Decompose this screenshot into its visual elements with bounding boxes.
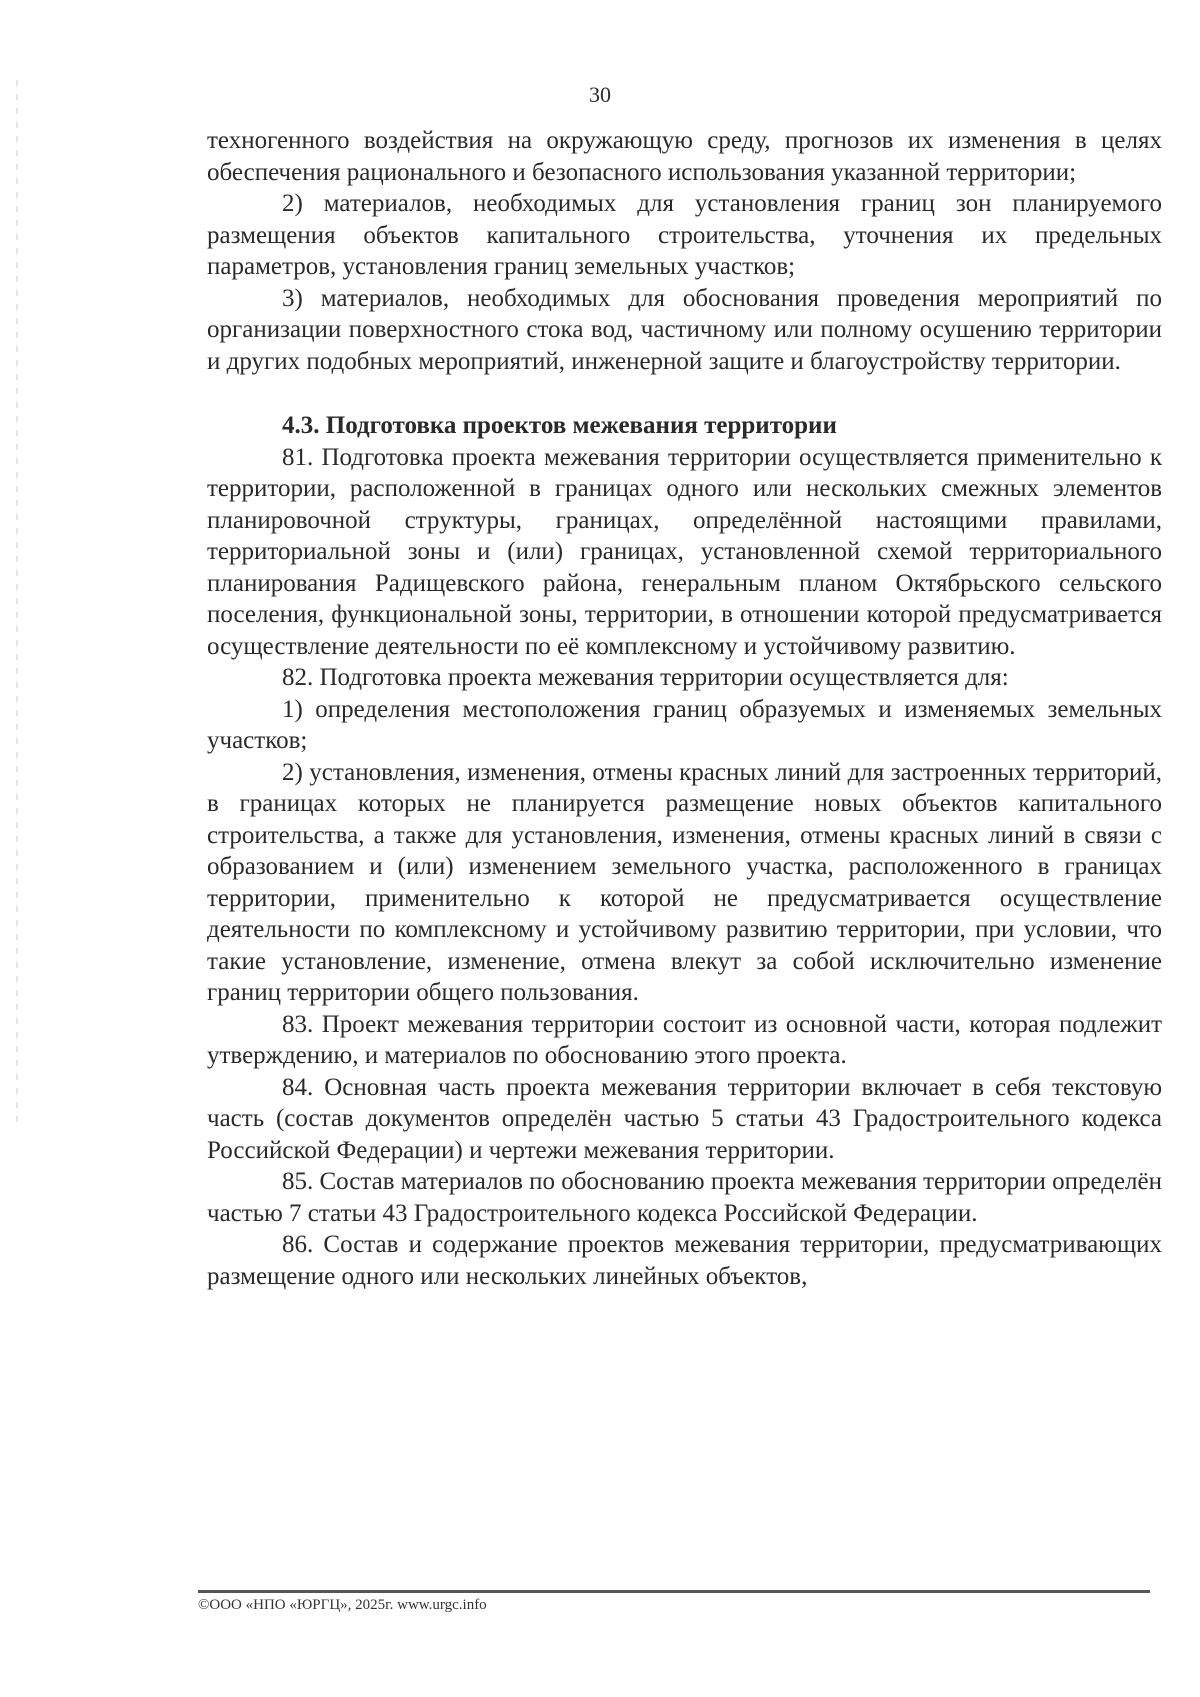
section-heading: 4.3. Подготовка проектов межевания территории bbox=[282, 412, 837, 439]
paragraph-83: 83. Проект межевания территории состоит из основной части, которая подлежит утверждению, и материалов по обоснованию этого проекта. bbox=[207, 1010, 1162, 1069]
paragraph-86: 86. Состав и содержание проектов межевания территории, предусматривающих размещение одного или нескольких линейных объектов, bbox=[207, 1231, 1162, 1290]
paragraph-85: 85. Состав материалов по обоснованию проекта межевания территории определён частью 7 статьи 43 Градостроительного кодекса Российской Федерации. bbox=[207, 1168, 1162, 1227]
footer-divider bbox=[198, 1590, 1150, 1593]
footer-copyright: ©ООО «НПО «ЮРГЦ», 2025г. www.urgc.info bbox=[198, 1597, 487, 1613]
list-item-1: 1) определения местоположения границ образуемых и изменяемых земельных участков; bbox=[207, 695, 1162, 754]
list-item-3: 3) материалов, необходимых для обоснования проведения мероприятий по организации поверхностного стока вод, частичному или полному осушению территории и других подобных мероприятий, инженерной защите и благоустройству территории. bbox=[207, 284, 1162, 375]
paragraph-continuation: техногенного воздействия на окружающую среду, прогнозов их изменения в целях обеспечения рационального и безопасного использования указанной территории; bbox=[207, 127, 1162, 186]
list-item-2: 2) материалов, необходимых для установления границ зон планируемого размещения объектов капитального строительства, уточнения их предельных параметров, установления границ земельных участков; bbox=[207, 190, 1162, 280]
page-number: 30 bbox=[589, 82, 611, 107]
paragraph-81: 81. Подготовка проекта межевания территории осуществляется применительно к территории, расположенной в границах одного или нескольких смежных элементов планировочной структуры, границах, определённой настоящими правилами, территориальной зоны и (или) границах, установленной схемой территориального планирования Радищевского района, генеральным планом Октябрьского сельского поселения, функциональной зоны, территории, в отношении которой предусматривается осуществление деятельности по её комплексному и устойчивому развитию. bbox=[207, 443, 1162, 660]
list-item-2-red-lines: 2) установления, изменения, отмены красных линий для застроенных территорий, в границах которых не планируется размещение новых объектов капитального строительства, а также для установления, изменения, отмены красных линий в связи с образованием и (или) изменением земельного участка, расположенного в границах территории, применительно к которой не предусматривается осуществление деятельности по комплексному и устойчивому развитию территории, при условии, что такие установление, изменение, отмена влекут за собой исключительно изменение границ территории общего пользования. bbox=[207, 758, 1162, 1006]
paragraph-82: 82. Подготовка проекта межевания территории осуществляется для: bbox=[282, 664, 1009, 691]
page-body bbox=[207, 125, 1162, 1292]
paragraph-84: 84. Основная часть проекта межевания территории включает в себя текстовую часть (состав документов определён частью 5 статьи 43 Градостроительного кодекса Российской Федерации) и чертежи межевания территории. bbox=[207, 1073, 1162, 1164]
scan-edge-mark bbox=[16, 80, 18, 1130]
